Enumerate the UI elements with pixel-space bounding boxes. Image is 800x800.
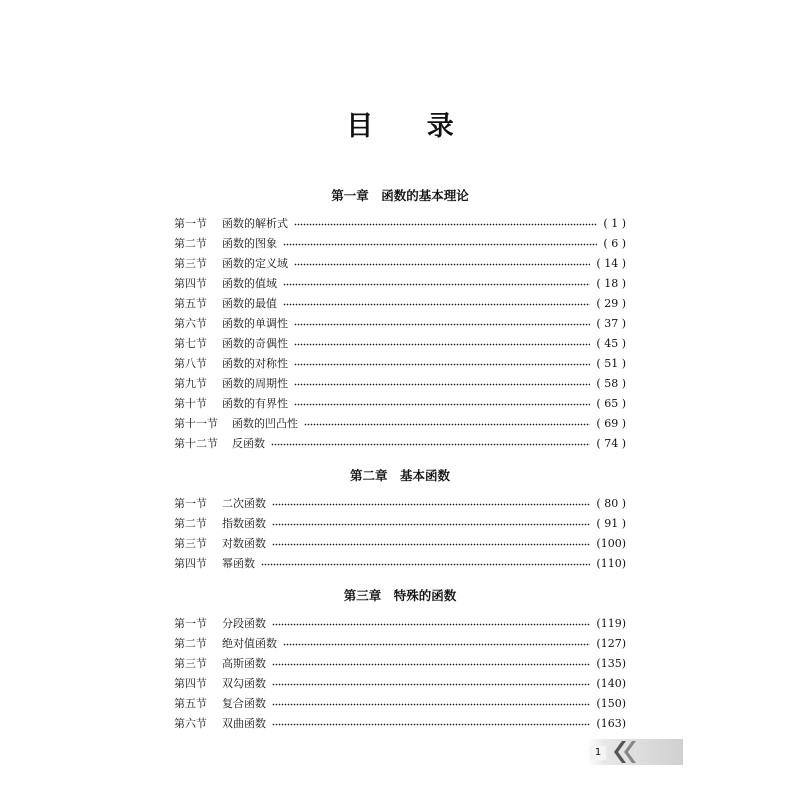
page-ref: (110) [596, 557, 626, 570]
toc-entry[interactable] [174, 276, 626, 292]
toc-entry[interactable] [174, 676, 626, 692]
chapter-heading: 第一章 函数的基本理论 [331, 188, 469, 203]
toc-entry[interactable] [174, 216, 626, 232]
page-ref: ( 80 ) [596, 497, 626, 510]
section-title: 函数的有界性 [222, 397, 288, 410]
dot-leader [271, 443, 590, 446]
dot-leader [272, 723, 590, 726]
section-number: 第四节 [174, 277, 207, 290]
section-number: 第二节 [174, 517, 207, 530]
page-ref: ( 74 ) [596, 437, 626, 450]
page-ref: ( 91 ) [596, 517, 626, 530]
chapter-heading: 第二章 基本函数 [349, 468, 450, 483]
toc-entry[interactable] [174, 236, 626, 252]
toc-entry[interactable] [174, 356, 626, 372]
page-ref: (119) [596, 617, 626, 630]
dot-leader [283, 283, 590, 286]
page-ref: ( 6 ) [603, 237, 626, 250]
section-number: 第二节 [174, 237, 207, 250]
toc-entry[interactable] [174, 716, 626, 732]
section-number: 第二节 [174, 637, 207, 650]
dot-leader [272, 543, 590, 546]
toc-entry[interactable] [174, 416, 626, 432]
section-number: 第一节 [174, 217, 207, 230]
section-number: 第六节 [174, 717, 207, 730]
section-title: 复合函数 [222, 697, 266, 710]
section-number: 第八节 [174, 357, 207, 370]
section-number: 第五节 [174, 697, 207, 710]
section-number: 第七节 [174, 337, 207, 350]
section-title: 函数的凹凸性 [232, 417, 298, 430]
toc-entry[interactable] [174, 496, 626, 512]
section-number: 第四节 [174, 677, 207, 690]
dot-leader [294, 383, 590, 386]
toc-entry[interactable] [174, 436, 626, 452]
section-title: 函数的解析式 [222, 217, 288, 230]
dot-leader [304, 423, 590, 426]
page-ref: ( 45 ) [596, 337, 626, 350]
section-number: 第三节 [174, 257, 207, 270]
page-ref: ( 51 ) [596, 357, 626, 370]
toc-entry[interactable] [174, 296, 626, 312]
section-number: 第九节 [174, 377, 207, 390]
toc-entry[interactable] [174, 656, 626, 672]
section-number: 第六节 [174, 317, 207, 330]
section-number: 第十节 [174, 397, 207, 410]
dot-leader [272, 703, 590, 706]
toc-entry[interactable] [174, 616, 626, 632]
section-title: 双勾函数 [222, 677, 266, 690]
dot-leader [294, 323, 590, 326]
page-ref: ( 65 ) [596, 397, 626, 410]
section-title: 对数函数 [222, 537, 266, 550]
section-number: 第三节 [174, 537, 207, 550]
page-ref: ( 14 ) [596, 257, 626, 270]
section-number: 第五节 [174, 297, 207, 310]
page-ref: (163) [596, 717, 626, 730]
toc-entry[interactable] [174, 536, 626, 552]
page-ref: (135) [596, 657, 626, 670]
dot-leader [294, 403, 590, 406]
page-ref: (140) [596, 677, 626, 690]
section-number: 第四节 [174, 557, 207, 570]
section-title: 绝对值函数 [222, 637, 277, 650]
page-ref: ( 18 ) [596, 277, 626, 290]
dot-leader [283, 243, 597, 246]
toc-entry[interactable] [174, 556, 626, 572]
toc-entry[interactable] [174, 376, 626, 392]
page-number: 1 [590, 746, 606, 760]
dot-leader [283, 303, 590, 306]
dot-leader [294, 223, 597, 226]
section-title: 函数的图象 [222, 237, 277, 250]
section-title: 指数函数 [222, 517, 266, 530]
page-ref: (100) [596, 537, 626, 550]
section-title: 函数的值域 [222, 277, 277, 290]
page-ref: ( 29 ) [596, 297, 626, 310]
dot-leader [294, 363, 590, 366]
section-title: 函数的对称性 [222, 357, 288, 370]
section-number: 第十一节 [174, 417, 218, 430]
chapter-heading: 第三章 特殊的函数 [343, 588, 457, 603]
dot-leader [272, 683, 590, 686]
toc-entry[interactable] [174, 316, 626, 332]
dot-leader [261, 563, 590, 566]
toc-entry[interactable] [174, 696, 626, 712]
page-title: 目 录 [346, 111, 476, 142]
section-title: 二次函数 [222, 497, 266, 510]
section-title: 函数的奇偶性 [222, 337, 288, 350]
section-number: 第十二节 [174, 437, 218, 450]
section-title: 函数的单调性 [222, 317, 288, 330]
section-title: 高斯函数 [222, 657, 266, 670]
page-ref: ( 37 ) [596, 317, 626, 330]
section-number: 第一节 [174, 617, 207, 630]
section-title: 函数的最值 [222, 297, 277, 310]
section-title: 分段函数 [222, 617, 266, 630]
toc-entry[interactable] [174, 396, 626, 412]
page-ref: (127) [596, 637, 626, 650]
double-chevron-left-icon [610, 739, 640, 765]
dot-leader [272, 623, 590, 626]
section-number: 第一节 [174, 497, 207, 510]
dot-leader [272, 503, 590, 506]
page-ref: (150) [596, 697, 626, 710]
page-ref: ( 69 ) [596, 417, 626, 430]
section-title: 双曲函数 [222, 717, 266, 730]
toc-entry[interactable] [174, 636, 626, 652]
page-ref: ( 58 ) [596, 377, 626, 390]
toc-entry[interactable] [174, 256, 626, 272]
section-title: 反函数 [232, 437, 265, 450]
dot-leader [294, 263, 590, 266]
dot-leader [283, 643, 590, 646]
section-title: 函数的定义域 [222, 257, 288, 270]
dot-leader [272, 663, 590, 666]
toc-entry[interactable] [174, 516, 626, 532]
page-ref: ( 1 ) [603, 217, 626, 230]
section-number: 第三节 [174, 657, 207, 670]
dot-leader [294, 343, 590, 346]
section-title: 幂函数 [222, 557, 255, 570]
toc-entry[interactable] [174, 336, 626, 352]
section-title: 函数的周期性 [222, 377, 288, 390]
dot-leader [272, 523, 590, 526]
